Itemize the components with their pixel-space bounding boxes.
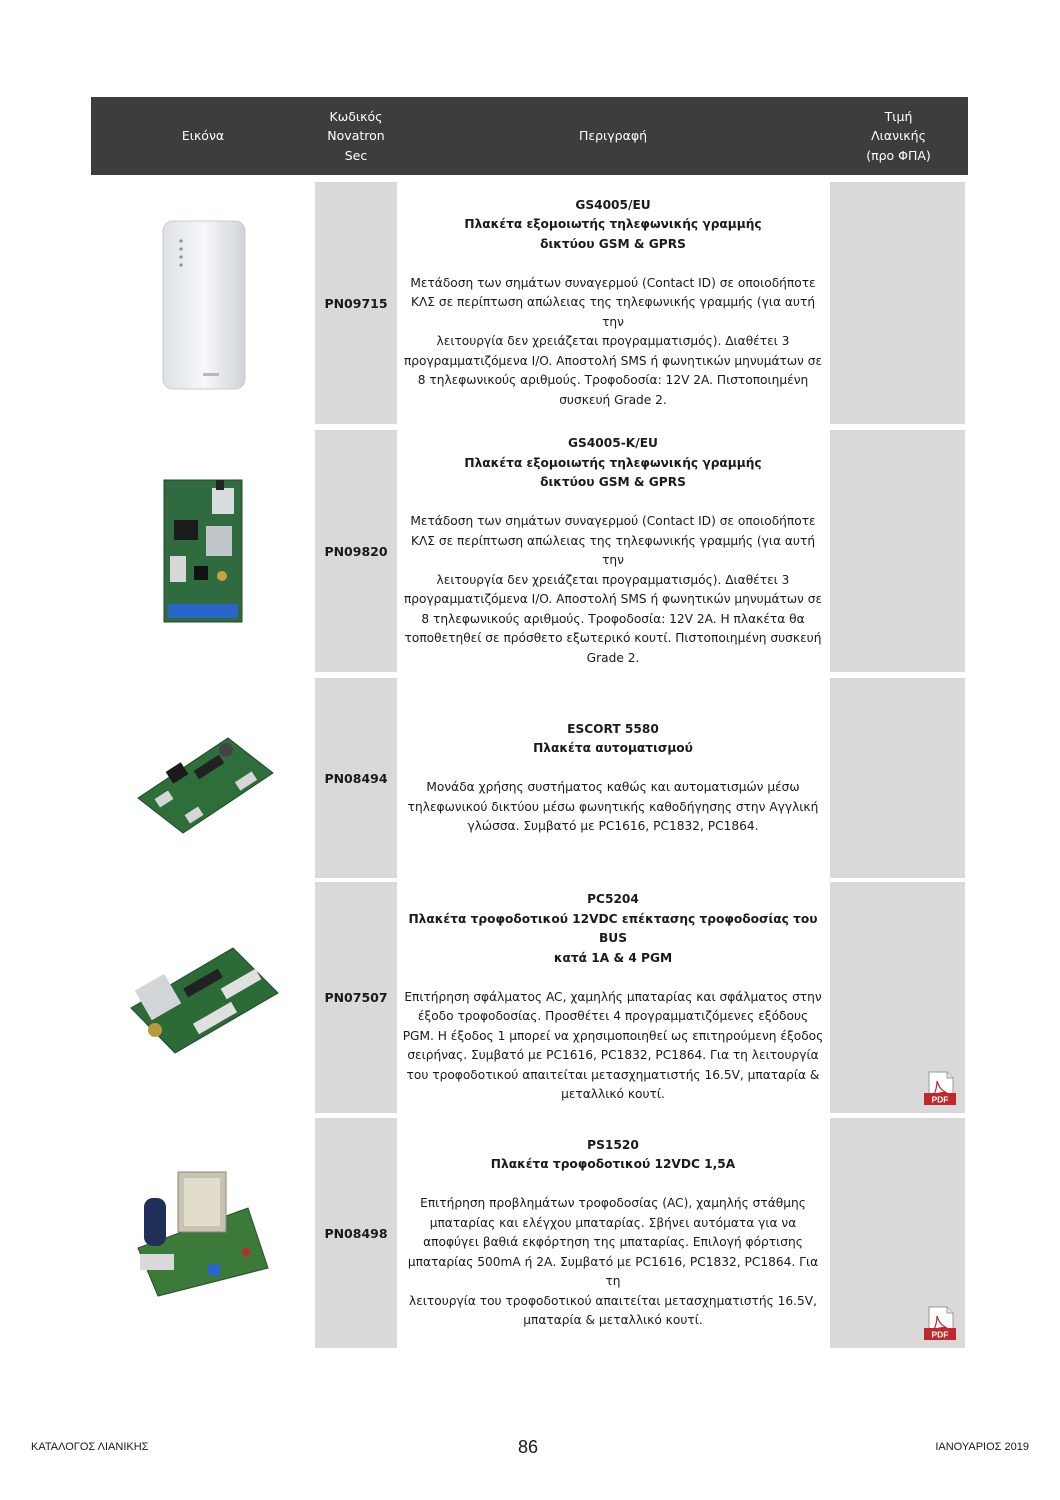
text-line: μπαταρία & μεταλλικό κουτί. bbox=[523, 1313, 703, 1327]
header-price bbox=[829, 97, 968, 175]
text-line: Επιτήρηση σφάλματος AC, χαμηλής μπαταρίας και σφάλματος στην bbox=[404, 989, 822, 1004]
product-title bbox=[401, 890, 825, 968]
product-code: PN08498 bbox=[315, 1118, 397, 1348]
title-line: PS1520 bbox=[587, 1137, 639, 1152]
title-line: Πλακέτα εξομοιωτής τηλεφωνικής γραμμής bbox=[464, 455, 762, 470]
power-supply-board-image bbox=[123, 938, 283, 1058]
price-cell bbox=[830, 430, 965, 672]
header-price-line: (προ ΦΠΑ) bbox=[866, 147, 931, 163]
title-line: Πλακέτα αυτοματισμού bbox=[533, 741, 693, 755]
text-line: Μονάδα χρήσης συστήματος καθώς και αυτοματισμών μέσω bbox=[426, 780, 800, 794]
product-title bbox=[401, 720, 825, 759]
title-line: PC5204 bbox=[587, 892, 639, 907]
header-code-line: Κωδικός bbox=[329, 108, 383, 124]
text-line: λειτουργία δεν χρειάζεται προγραμματισμός). Διαθέτει 3 bbox=[436, 572, 790, 587]
title-line: Πλακέτα τροφοδοτικού 12VDC επέκτασης τροφοδοσίας του BUS bbox=[408, 911, 818, 946]
pdf-icon[interactable] bbox=[923, 1071, 957, 1107]
product-image-cell bbox=[91, 1118, 315, 1348]
ps1520-board-image bbox=[128, 1168, 278, 1298]
price-cell bbox=[830, 882, 965, 1113]
product-text bbox=[401, 1194, 825, 1331]
header-description: Περιγραφή bbox=[578, 128, 648, 144]
text-line: σειρήνας. Συμβατό με PC1616, PC1832, PC1864. Για τη λειτουργία bbox=[407, 1048, 819, 1063]
title-line: δικτύου GSM & GPRS bbox=[540, 475, 686, 489]
text-line: ΚΛΣ σε περίπτωση απώλειας της τηλεφωνικής γραμμής (για αυτή την bbox=[410, 533, 816, 567]
pdf-label: PDF bbox=[931, 1329, 949, 1340]
title-line: Πλακέτα εξομοιωτής τηλεφωνικής γραμμής bbox=[464, 217, 762, 232]
product-description bbox=[397, 182, 829, 424]
header-code-line: Novatron bbox=[327, 128, 385, 144]
product-description bbox=[397, 678, 829, 878]
price-cell bbox=[830, 678, 965, 878]
text-line: μπαταρίας 500mA ή 2Α. Συμβατό με PC1616, PC1832, PC1864. Για τη bbox=[407, 1254, 819, 1288]
footer-date: ΙΑΝΟΥΑΡΙΟΣ 2019 bbox=[935, 1441, 1029, 1453]
table-row bbox=[91, 678, 968, 878]
text-line: Επιτήρηση προβλημάτων τροφοδοσίας (AC), χαμηλής στάθμης bbox=[420, 1196, 806, 1210]
text-line: προγραμματιζόμενα I/O. Αποστολή SMS ή φωνητικών μηνυμάτων σε bbox=[403, 592, 823, 606]
title-line: Πλακέτα τροφοδοτικού 12VDC 1,5A bbox=[490, 1157, 736, 1171]
product-description bbox=[397, 882, 829, 1113]
text-line: μεταλλικό κουτί. bbox=[561, 1087, 665, 1102]
text-line: συσκευή Grade 2. bbox=[559, 392, 667, 407]
text-line: προγραμματιζόμενα I/O. Αποστολή SMS ή φωνητικών μηνυμάτων σε bbox=[403, 353, 823, 368]
pdf-label: PDF bbox=[931, 1094, 949, 1105]
product-image-cell bbox=[91, 882, 315, 1113]
product-text bbox=[401, 512, 825, 668]
product-image-cell bbox=[91, 678, 315, 878]
text-line: μπαταρίας και ελέγχου μπαταρίας. Σβήνει αυτόματα για να bbox=[429, 1215, 797, 1230]
table-header bbox=[91, 97, 968, 175]
table-row bbox=[91, 1118, 968, 1348]
price-cell bbox=[830, 182, 965, 424]
product-description bbox=[397, 1118, 829, 1348]
header-code-line: Sec bbox=[344, 147, 368, 163]
table-row bbox=[91, 430, 968, 672]
product-text bbox=[401, 778, 825, 837]
text-line: γλώσσα. Συμβατό με PC1616, PC1832, PC1864. bbox=[467, 819, 759, 833]
title-line: δικτύου GSM & GPRS bbox=[540, 236, 686, 251]
footer-catalog-title: ΚΑΤΑΛΟΓΟΣ ΛΙΑΝΙΚΗΣ bbox=[31, 1441, 149, 1453]
product-code: PN09715 bbox=[315, 182, 397, 424]
product-description bbox=[397, 430, 829, 672]
text-line: Grade 2. bbox=[586, 650, 640, 665]
white-gsm-communicator-image bbox=[153, 213, 253, 393]
product-code: PN08494 bbox=[315, 678, 397, 878]
text-line: έξοδο τροφοδοσίας. Προσθέτει 4 προγραμματιζόμενες εξόδους bbox=[417, 1009, 809, 1024]
text-line: του τροφοδοτικού απαιτείται μετασχηματιστής 16.5V, μπαταρία & bbox=[406, 1067, 820, 1082]
pdf-icon[interactable] bbox=[923, 1306, 957, 1342]
product-image-cell bbox=[91, 182, 315, 424]
product-title bbox=[401, 1136, 825, 1175]
text-line: λειτουργία του τροφοδοτικού απαιτείται μετασχηματιστής 16.5V, bbox=[409, 1293, 817, 1308]
product-text bbox=[401, 988, 825, 1105]
text-line: αποφύγει βαθιά εκφόρτηση της μπαταρίας. Επιλογή φόρτισης bbox=[423, 1235, 803, 1249]
text-line: λειτουργία δεν χρειάζεται προγραμματισμός). Διαθέτει 3 bbox=[436, 334, 790, 349]
page-number: 86 bbox=[518, 1437, 539, 1457]
product-title bbox=[401, 434, 825, 493]
text-line: ΚΛΣ σε περίπτωση απώλειας της τηλεφωνικής γραμμής (για αυτή την bbox=[410, 295, 816, 329]
header-price-line: Λιανικής bbox=[871, 128, 926, 144]
price-cell bbox=[830, 1118, 965, 1348]
title-line: ESCORT 5580 bbox=[567, 721, 659, 736]
product-title bbox=[401, 196, 825, 255]
gsm-board-image bbox=[160, 476, 246, 626]
text-line: Μετάδοση των σημάτων συναγερμού (Contact ID) σε οποιοδήποτε bbox=[410, 275, 816, 290]
text-line: Μετάδοση των σημάτων συναγερμού (Contact ID) σε οποιοδήποτε bbox=[410, 514, 816, 528]
header-image: Εικόνα bbox=[181, 128, 225, 144]
product-image-cell bbox=[91, 430, 315, 672]
table-row bbox=[91, 182, 968, 424]
automation-board-image bbox=[128, 718, 278, 838]
text-line: 8 τηλεφωνικούς αριθμούς. Τροφοδοσία: 12V 2A. Η πλακέτα θα bbox=[421, 611, 805, 626]
title-line: κατά 1Α & 4 PGM bbox=[553, 950, 673, 965]
table-row bbox=[91, 882, 968, 1113]
text-line: τηλεφωνικού δικτύου μέσω φωνητικής καθοδήγησης στην Αγγλική bbox=[407, 799, 819, 814]
title-line: GS4005/EU bbox=[575, 197, 651, 212]
product-text bbox=[401, 274, 825, 411]
text-line: 8 τηλεφωνικούς αριθμούς. Τροφοδοσία: 12V 2A. Πιστοποιημένη bbox=[417, 373, 809, 388]
title-line: GS4005-K/EU bbox=[568, 436, 658, 450]
text-line: τοποθετηθεί σε πρόσθετο εξωτερικό κουτί. Πιστοποιημένη συσκευή bbox=[404, 631, 822, 645]
product-code: PN07507 bbox=[315, 882, 397, 1113]
header-price-line: Τιμή bbox=[884, 108, 913, 124]
product-code: PN09820 bbox=[315, 430, 397, 672]
text-line: PGM. Η έξοδος 1 μπορεί να χρησιμοποιηθεί ως επιτηρούμενη έξοδος bbox=[402, 1028, 824, 1043]
header-code bbox=[315, 97, 397, 175]
